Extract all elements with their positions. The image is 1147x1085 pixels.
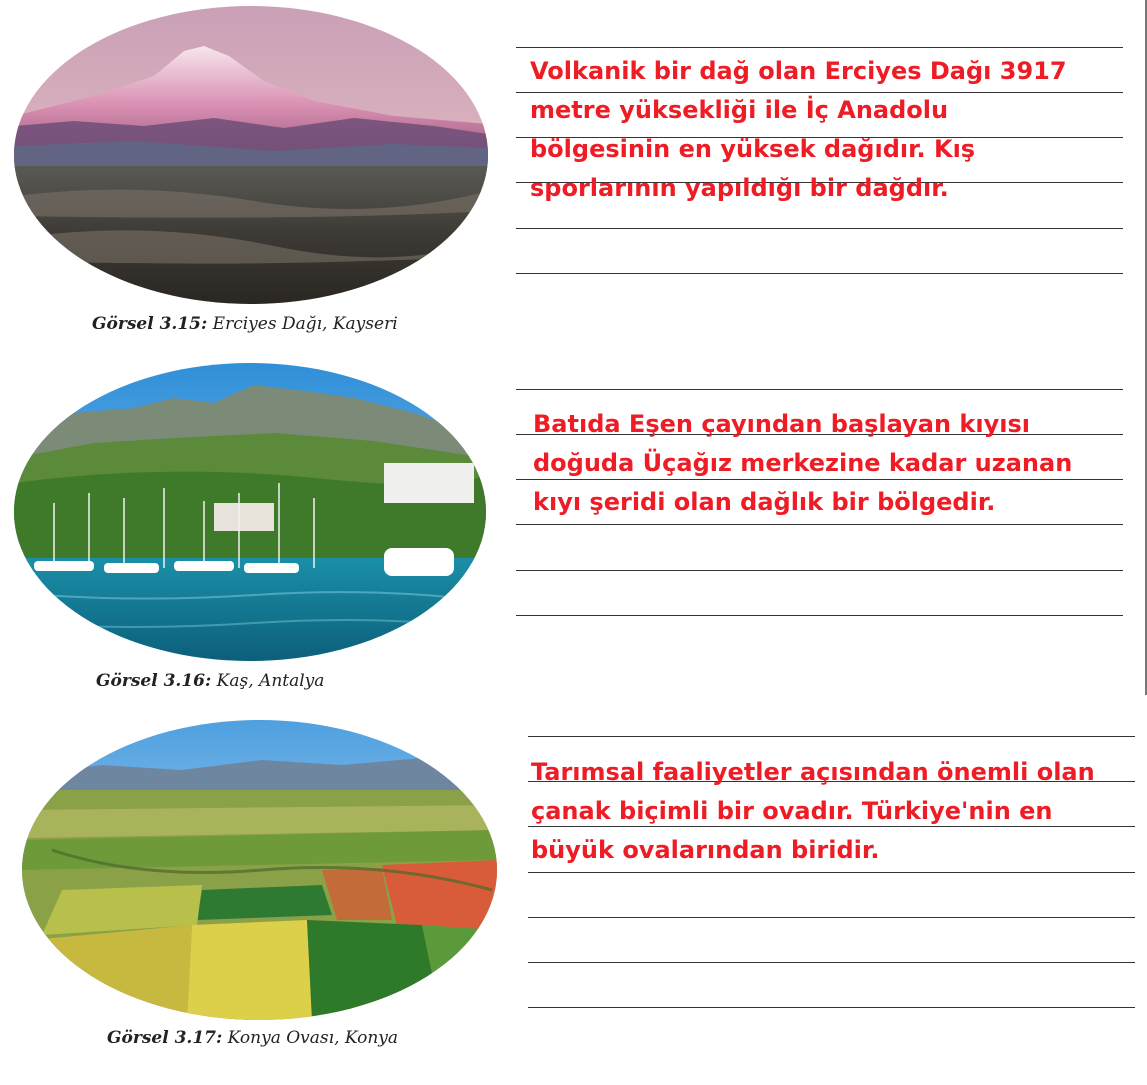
answer-line: doğuda Üçağız merkezine kadar uzanan: [533, 449, 1073, 477]
rule-line: [528, 917, 1135, 918]
caption-label: Görsel 3.17:: [107, 1028, 223, 1048]
caption-figure-3-15: [92, 314, 398, 334]
rule-line: [516, 228, 1123, 229]
answer-line: Tarımsal faaliyetler açısından önemli olan: [531, 758, 1095, 786]
answer-line: çanak biçimli bir ovadır. Türkiye'nin en: [531, 797, 1053, 825]
answer-text-3: [531, 753, 1095, 870]
answer-line: Batıda Eşen çayından başlayan kıyısı: [533, 410, 1030, 438]
caption-text: Konya Ovası, Konya: [222, 1028, 399, 1048]
rule-line: [516, 47, 1123, 48]
photo-erciyes-mountain: [14, 6, 488, 304]
caption-text: Erciyes Dağı, Kayseri: [207, 314, 398, 334]
rule-line: [516, 615, 1123, 616]
caption-text: Kaş, Antalya: [211, 671, 325, 691]
rule-line: [516, 389, 1123, 390]
rule-line: [516, 570, 1123, 571]
answer-line: Volkanik bir dağ olan Erciyes Dağı 3917: [530, 57, 1067, 85]
answer-line: büyük ovalarından biridir.: [531, 836, 880, 864]
photo-kas-harbor: [14, 363, 486, 661]
rule-line: [528, 962, 1135, 963]
answer-line: bölgesinin en yüksek dağıdır. Kış: [530, 135, 976, 163]
rule-line: [516, 524, 1123, 525]
rule-line: [528, 736, 1135, 737]
rule-line: [516, 273, 1123, 274]
caption-label: Görsel 3.15:: [92, 314, 208, 334]
photo-konya-plain: [22, 720, 497, 1020]
answer-text-1: [530, 52, 1067, 208]
rule-line: [528, 1007, 1135, 1008]
answer-line: kıyı şeridi olan dağlık bir bölgedir.: [533, 488, 996, 516]
caption-figure-3-16: [96, 671, 324, 691]
caption-label: Görsel 3.16:: [96, 671, 212, 691]
caption-figure-3-17: [107, 1028, 398, 1048]
rule-line: [528, 872, 1135, 873]
answer-line: sporlarının yapıldığı bir dağdır.: [530, 174, 949, 202]
answer-text-2: [533, 405, 1072, 522]
answer-line: metre yüksekliği ile İç Anadolu: [530, 96, 949, 124]
